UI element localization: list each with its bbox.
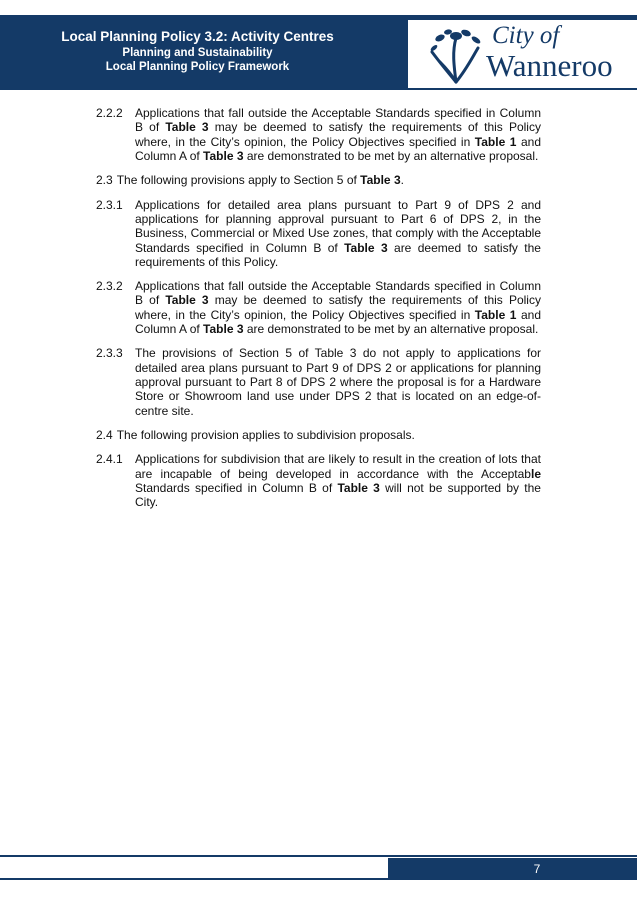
clause-number: 2.3: [96, 173, 113, 188]
clause-text: [135, 198, 541, 270]
text-run: may be deemed to satisfy the requirements of this Policy where, in the City’s opinion, the Policy Objectives specified in: [135, 293, 541, 322]
table-reference: Table 3: [337, 480, 380, 495]
wanneroo-flower-logo-icon: [426, 26, 486, 84]
text-run: Applications that fall outside the Acceptable Standards specified in Column B of: [135, 106, 541, 135]
text-run: and Column A of: [135, 307, 541, 337]
logo-city-of: City of: [492, 22, 560, 49]
table-reference: Table 3: [165, 120, 209, 135]
text-run: are demonstrated to be met by an alternative proposal.: [243, 149, 539, 164]
clause-number: 2.3.2: [96, 279, 123, 294]
clause-2-4: [96, 428, 541, 442]
table-reference: Table 3: [203, 149, 244, 164]
page-number: 7: [533, 862, 541, 876]
clause-text: [135, 452, 541, 510]
policy-content: [96, 106, 541, 519]
clause-2-3-1: [96, 198, 541, 270]
footer-rule-top: [0, 855, 637, 857]
footer-band: [388, 858, 637, 878]
page-header: [0, 15, 637, 90]
clause-text: [135, 106, 541, 164]
text-run: may be deemed to satisfy the requirements of this Policy where, in the City’s opinion, the Policy Objectives specified in: [135, 120, 541, 149]
document-subtitle: Planning and Sustainability: [122, 46, 273, 59]
city-logo: [408, 20, 637, 88]
text-run: The following provision applies to subdivision proposals.: [116, 427, 415, 442]
text-run: Standards specified in Column B of: [135, 480, 338, 495]
logo-wordmark: [486, 23, 613, 81]
clause-text: The provisions of Section 5 of Table 3 do not apply to applications for detailed area plans pursuant to Part 9 of DPS 2 or applications for planning approval pursuant to Part 8 of DPS 2 where the proposal is for a Hardware Store or Showroom land use under DPS 2 that is located on an edge-of-centre site.: [135, 346, 541, 418]
text-run: Applications for detailed area plans pursuant to Part 9 of DPS 2 and applications for planning approval pursuant to Part 6 of DPS 2, in the Business, Commercial or Mixed Use zones, that comply with the Acceptable Standards specified in Column B of: [135, 197, 541, 255]
clause-number: 2.2.2: [96, 106, 123, 120]
clause-text: [135, 279, 541, 337]
document-framework: Local Planning Policy Framework: [105, 61, 290, 74]
document-title: Local Planning Policy 3.2: Activity Centres: [61, 29, 334, 44]
text-run: are deemed to satisfy the requirements of this Policy.: [135, 240, 541, 270]
clause-2-3: [96, 173, 541, 187]
text-run: Applications for subdivision that are likely to result in the creation of lots that are incapable of being developed in accordance with the Acceptab: [135, 452, 541, 481]
text-run: .: [400, 173, 404, 188]
clause-2-3-3: [96, 346, 541, 418]
clause-2-3-2: [96, 279, 541, 337]
clause-number: 2.4: [96, 427, 113, 442]
text-run: and Column A of: [135, 134, 541, 164]
header-title-block: [0, 29, 395, 75]
table-reference: Table 1: [474, 134, 517, 149]
clause-2-4-1: [96, 452, 541, 510]
clause-2-2-2: [96, 106, 541, 164]
table-reference: Table 3: [344, 240, 388, 255]
text-run: will not be supported by the City.: [135, 480, 541, 510]
table-reference: Table 3: [203, 322, 244, 337]
logo-wanneroo: Wanneroo: [486, 48, 613, 83]
clause-number: 2.3.3: [96, 346, 123, 361]
footer-rule-bottom: [0, 878, 637, 880]
text-run: Applications that fall outside the Acceptable Standards specified in Column B of: [135, 279, 541, 308]
table-reference: Table 1: [474, 307, 517, 322]
text-run: are demonstrated to be met by an alternative proposal.: [243, 322, 539, 337]
table-reference: Table 3: [360, 173, 401, 188]
text-run: The following provisions apply to Section 5 of: [116, 173, 361, 188]
text-run-bold: le: [530, 466, 541, 481]
table-reference: Table 3: [165, 293, 209, 308]
clause-number: 2.4.1: [96, 452, 123, 467]
clause-number: 2.3.1: [96, 197, 123, 212]
